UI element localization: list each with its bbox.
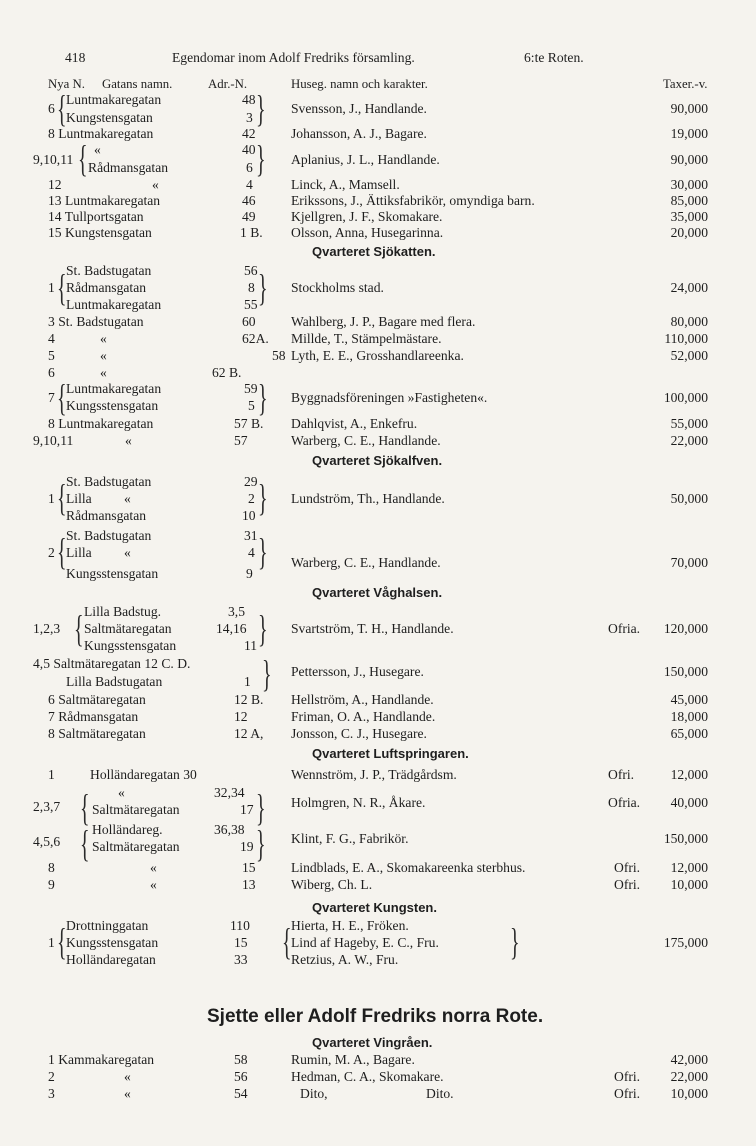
tax-value: 30,000 [670, 177, 708, 192]
entry-nr: 1,2,3 [33, 621, 61, 636]
address-number: 12 A, [234, 726, 264, 741]
address-number: 46 [242, 193, 256, 208]
ditto-mark: « [124, 1069, 131, 1084]
address-number: 36,38 [214, 822, 245, 837]
tax-value: 19,000 [670, 126, 708, 141]
col-header-street: Gatans namn. [102, 77, 173, 91]
entry: 6 Saltmätaregatan [48, 692, 146, 707]
entry-nr: 9 [48, 877, 55, 892]
section-heading: Qvarteret Sjökalfven. [312, 453, 443, 468]
address-number: 4 [246, 177, 253, 192]
brace: { [74, 609, 84, 651]
street: Holländareg. [92, 822, 163, 837]
owner: Friman, O. A., Handlande. [291, 709, 436, 724]
owner: Dito, [300, 1086, 328, 1101]
tax-value: 42,000 [670, 1052, 708, 1067]
brace: } [256, 139, 266, 181]
address-number: 33 [234, 952, 248, 967]
ditto-mark: « [124, 1086, 131, 1101]
col-header-nr: Nya N. [48, 77, 85, 91]
entry: 3 St. Badstugatan [48, 314, 144, 329]
tax-value: 80,000 [670, 314, 708, 329]
tax-exempt-note: Ofria. [608, 795, 641, 810]
ditto-mark: « [150, 860, 157, 875]
brace: } [258, 532, 268, 574]
address-number: 11 [244, 638, 258, 653]
ditto-mark: « [152, 177, 159, 192]
tax-value: 10,000 [670, 877, 708, 892]
address-number: 56 [234, 1069, 248, 1084]
brace: } [256, 788, 266, 830]
owner: Lyth, E. E., Grosshandlareenka. [291, 348, 464, 363]
tax-value: 90,000 [670, 101, 708, 116]
ditto-mark: « [118, 785, 125, 800]
section-heading: Qvarteret Sjökatten. [312, 244, 436, 259]
owner: Erikssons, J., Ättiksfabrikör, omyndiga barn. [291, 193, 535, 208]
rote-heading: Sjette eller Adolf Fredriks norra Rote. [207, 1006, 544, 1027]
address-number: 58 [272, 348, 286, 363]
owner: Wahlberg, J. P., Bagare med flera. [291, 314, 476, 329]
owner: Jonsson, C. J., Husegare. [291, 726, 427, 741]
owner: Svartström, T. H., Handlande. [291, 621, 454, 636]
tax-exempt-note: Ofri. [614, 1086, 641, 1101]
owner: Hierta, H. E., Fröken. [291, 918, 409, 933]
street: Kungstensgatan [66, 110, 153, 125]
owner: Linck, A., Mamsell. [291, 177, 400, 192]
street: Lilla Badstug. [84, 604, 162, 619]
entry-nr: 1 [48, 491, 55, 506]
brace: { [57, 268, 67, 310]
brace: { [57, 89, 67, 131]
ditto-mark: « [124, 491, 131, 506]
owner: Rumin, M. A., Bagare. [291, 1052, 415, 1067]
address-number: 3 [246, 110, 253, 125]
entry-nr: 9,10,11 [33, 152, 74, 167]
owner: Pettersson, J., Husegare. [291, 664, 424, 679]
address-number: 3,5 [228, 604, 245, 619]
entry: 8 Saltmätaregatan [48, 726, 146, 741]
owner: Wiberg, Ch. L. [291, 877, 373, 892]
brace: { [57, 478, 67, 520]
address-number: 10 [242, 508, 256, 523]
address-number: 12 B. [234, 692, 264, 707]
ditto-mark: « [125, 433, 132, 448]
street: Kungsstensgatan [66, 935, 159, 950]
street: Holländaregatan 30 [90, 767, 197, 782]
street: Lilla [66, 545, 92, 560]
owner: Stockholms stad. [291, 280, 384, 295]
address-number: 62 B. [212, 365, 242, 380]
address-number: 58 [234, 1052, 248, 1067]
brace: { [78, 139, 88, 181]
tax-exempt-note: Ofri. [614, 1069, 641, 1084]
brace: } [258, 268, 268, 310]
street: Luntmakaregatan [66, 297, 162, 312]
owner: Aplanius, J. L., Handlande. [291, 152, 440, 167]
street: Lilla Badstugatan [66, 674, 163, 689]
entry: 14 Tullportsgatan [48, 209, 144, 224]
owner: Olsson, Anna, Husegarinna. [291, 225, 444, 240]
brace: { [282, 922, 292, 964]
owner: Hellström, A., Handlande. [291, 692, 434, 707]
address-number: 49 [242, 209, 256, 224]
ditto-mark: « [150, 877, 157, 892]
tax-exempt-note: Ofri. [614, 877, 641, 892]
tax-value: 120,000 [663, 621, 708, 636]
owner: Warberg, C. E., Handlande. [291, 555, 441, 570]
col-header-owner: Huseg. namn och karakter. [291, 77, 428, 91]
address-number: 6 [246, 160, 253, 175]
street: Saltmätaregatan [92, 802, 180, 817]
tax-value: 40,000 [670, 795, 708, 810]
address-number: 40 [242, 142, 256, 157]
tax-value: 10,000 [670, 1086, 708, 1101]
entry: 8 Luntmakaregatan [48, 126, 154, 141]
street: St. Badstugatan [66, 528, 152, 543]
address-number: 9 [246, 566, 253, 581]
owner: Wennström, J. P., Trädgårdsm. [291, 767, 457, 782]
owner: Lundström, Th., Handlande. [291, 491, 445, 506]
brace: } [258, 609, 268, 651]
address-number: 14,16 [216, 621, 247, 636]
tax-value: 65,000 [670, 726, 708, 741]
address-number: 56 [244, 263, 258, 278]
street: Lilla [66, 491, 92, 506]
address-number: 1 [244, 674, 251, 689]
tax-value: 52,000 [670, 348, 708, 363]
street: Saltmätaregatan [84, 621, 172, 636]
page-number: 418 [65, 50, 86, 65]
tax-value: 90,000 [670, 152, 708, 167]
brace: } [256, 824, 266, 866]
address-number: 57 [234, 433, 248, 448]
address-number: 15 [242, 860, 256, 875]
page-title: Egendomar inom Adolf Fredriks församling. [172, 50, 415, 65]
entry: 1 Kammakaregatan [48, 1052, 155, 1067]
owner: Svensson, J., Handlande. [291, 101, 427, 116]
entry-nr: 2 [48, 545, 55, 560]
street: Rådmansgatan [66, 508, 147, 523]
col-header-tax: Taxer.-v. [663, 77, 708, 91]
entry-nr: 4 [48, 331, 55, 346]
col-header-adr: Adr.-N. [208, 77, 248, 91]
tax-value: 35,000 [670, 209, 708, 224]
tax-value: 50,000 [670, 491, 708, 506]
ditto-mark: « [100, 365, 107, 380]
brace: { [80, 788, 90, 830]
address-number: 17 [240, 802, 254, 817]
address-number: 59 [244, 381, 258, 396]
ditto-mark: « [100, 331, 107, 346]
entry-nr: 6 [48, 101, 55, 116]
owner-ditto: Dito. [426, 1086, 454, 1101]
street: Luntmakaregatan [66, 92, 162, 107]
tax-value: 110,000 [664, 331, 708, 346]
owner: Holmgren, N. R., Åkare. [291, 795, 426, 810]
street: St. Badstugatan [66, 474, 152, 489]
address-number: 5 [248, 398, 255, 413]
street: Kungsstensgatan [84, 638, 177, 653]
address-number: 8 [248, 280, 255, 295]
entry-nr: 3 [48, 1086, 55, 1101]
address-number: 55 [244, 297, 258, 312]
tax-value: 150,000 [663, 664, 708, 679]
brace: { [57, 532, 67, 574]
tax-value: 55,000 [670, 416, 708, 431]
entry-nr: 4,5,6 [33, 834, 61, 849]
brace: } [510, 922, 520, 964]
entry-nr: 8 [48, 860, 55, 875]
address-number: 110 [230, 918, 250, 933]
owner: Dahlqvist, A., Enkefru. [291, 416, 418, 431]
ditto-mark: « [100, 348, 107, 363]
tax-value: 85,000 [670, 193, 708, 208]
tax-value: 22,000 [670, 433, 708, 448]
owner: Retzius, A. W., Fru. [291, 952, 399, 967]
entry: 8 Luntmakaregatan [48, 416, 154, 431]
entry-nr: 5 [48, 348, 55, 363]
address-number: 32,34 [214, 785, 245, 800]
street: Rådmansgatan [66, 280, 147, 295]
entry: 13 Luntmakaregatan [48, 193, 161, 208]
tax-value: 12,000 [670, 860, 708, 875]
entry-nr: 1 [48, 935, 55, 950]
street: Holländaregatan [66, 952, 156, 967]
rote-label: 6:te Roten. [524, 50, 584, 65]
tax-value: 22,000 [670, 1069, 708, 1084]
brace: } [262, 654, 272, 696]
brace: { [80, 824, 90, 866]
address-number: 13 [242, 877, 256, 892]
street: Luntmakaregatan [66, 381, 162, 396]
ditto-mark: « [94, 142, 101, 157]
brace: } [258, 478, 268, 520]
entry: 4,5 Saltmätaregatan 12 C. D. [33, 656, 191, 671]
entry-nr: 1 [48, 767, 55, 782]
section-heading: Qvarteret Luftspringaren. [312, 746, 469, 761]
address-number: 62A. [242, 331, 269, 346]
section-heading: Qvarteret Våghalsen. [312, 585, 443, 600]
street: Drottninggatan [66, 918, 149, 933]
tax-value: 70,000 [670, 555, 708, 570]
tax-exempt-note: Ofri. [614, 860, 641, 875]
tax-value: 175,000 [663, 935, 708, 950]
brace: } [258, 378, 268, 420]
address-number: 15 [234, 935, 248, 950]
entry-nr: 9,10,11 [33, 433, 74, 448]
street: Kungsstensgatan [66, 566, 159, 581]
street: St. Badstugatan [66, 263, 152, 278]
ditto-mark: « [124, 545, 131, 560]
owner: Lind af Hageby, E. C., Fru. [291, 935, 439, 950]
owner: Johansson, A. J., Bagare. [291, 126, 427, 141]
address-number: 60 [242, 314, 256, 329]
tax-value: 100,000 [663, 390, 708, 405]
owner: Hedman, C. A., Skomakare. [291, 1069, 444, 1084]
entry-nr: 7 [48, 390, 55, 405]
address-number: 2 [248, 491, 255, 506]
entry-nr: 2,3,7 [33, 799, 61, 814]
brace: { [57, 378, 67, 420]
section-heading: Qvarteret Vingråen. [312, 1035, 433, 1050]
tax-value: 45,000 [670, 692, 708, 707]
owner: Millde, T., Stämpelmästare. [291, 331, 442, 346]
address-number: 57 B. [234, 416, 264, 431]
brace: } [256, 89, 266, 131]
address-number: 1 B. [240, 225, 263, 240]
address-number: 19 [240, 839, 254, 854]
entry-nr: 6 [48, 365, 55, 380]
owner: Klint, F. G., Fabrikör. [291, 831, 409, 846]
owner: Byggnadsföreningen »Fastigheten«. [291, 390, 488, 405]
owner: Lindblads, E. A., Skomakareenka sterbhus. [291, 860, 526, 875]
tax-exempt-note: Ofria. [608, 621, 641, 636]
address-number: 42 [242, 126, 256, 141]
brace: { [57, 922, 67, 964]
address-number: 29 [244, 474, 258, 489]
address-number: 12 [234, 709, 248, 724]
tax-value: 18,000 [670, 709, 708, 724]
street: Saltmätaregatan [92, 839, 180, 854]
address-number: 4 [248, 545, 255, 560]
address-number: 54 [234, 1086, 248, 1101]
entry: 15 Kungstensgatan [48, 225, 152, 240]
section-heading: Qvarteret Kungsten. [312, 900, 437, 915]
entry: 7 Rådmansgatan [48, 709, 139, 724]
tax-value: 150,000 [663, 831, 708, 846]
tax-value: 12,000 [670, 767, 708, 782]
tax-exempt-note: Ofri. [608, 767, 635, 782]
owner: Warberg, C. E., Handlande. [291, 433, 441, 448]
street: Kungsstensgatan [66, 398, 159, 413]
entry-nr: 1 [48, 280, 55, 295]
owner: Kjellgren, J. F., Skomakare. [291, 209, 443, 224]
address-number: 31 [244, 528, 258, 543]
tax-value: 20,000 [670, 225, 708, 240]
street: Rådmansgatan [88, 160, 169, 175]
tax-value: 24,000 [670, 280, 708, 295]
entry-nr: 2 [48, 1069, 55, 1084]
address-number: 48 [242, 92, 256, 107]
entry-nr: 12 [48, 177, 62, 192]
